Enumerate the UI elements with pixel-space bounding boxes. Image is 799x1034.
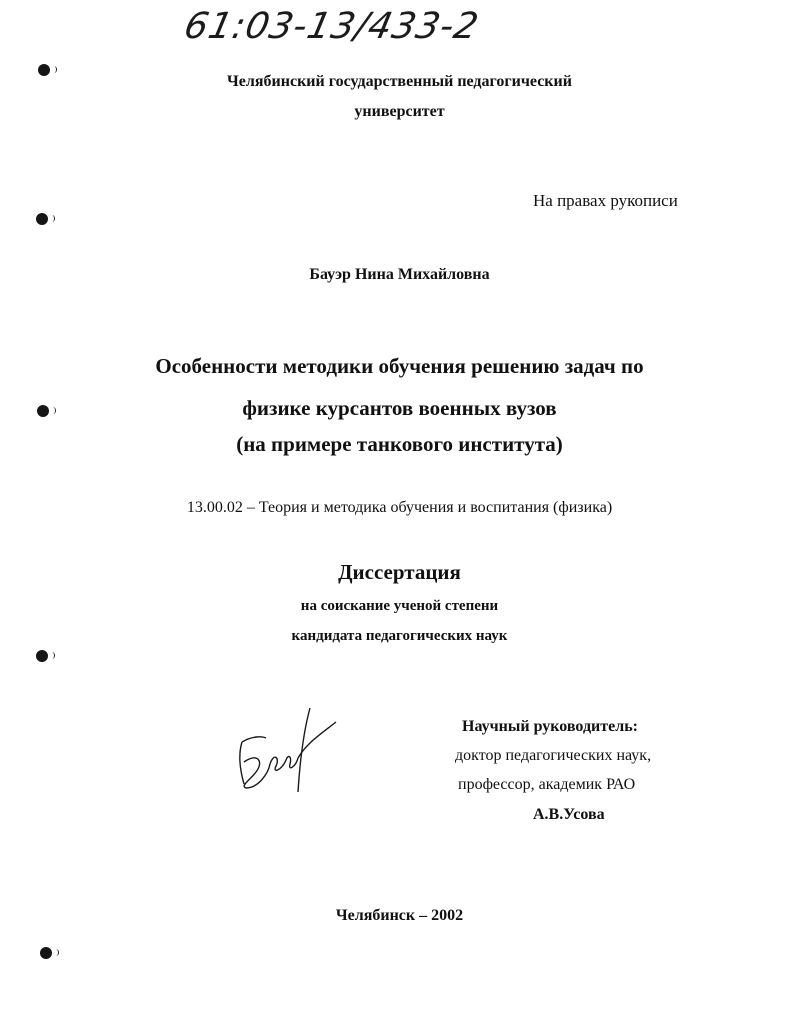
specialty-code: 13.00.02 – Теория и методика обучения и воспитания (физика) [186,499,613,516]
document-type-heading: Диссертация [338,560,461,584]
dissertation-title-line3: (на примере танкового института) [236,432,563,456]
author-name: Бауэр Нина Михайловна [309,266,490,283]
binding-hole-mark [40,947,52,959]
degree-line1: на соискание ученой степени [300,598,499,614]
supervisor-name: А.В.Усова [533,806,605,823]
author-signature [228,700,343,800]
supervisor-label: Научный руководитель: [462,718,638,735]
binding-hole-mark [36,650,48,662]
degree-line2: кандидата педагогических наук [291,628,508,644]
university-name-line2: университет [354,103,445,120]
city-year: Челябинск – 2002 [335,907,464,924]
binding-hole-mark [36,213,48,225]
supervisor-degree: доктор педагогических наук, [455,747,652,764]
dissertation-title-line2: физике курсантов военных вузов [242,396,557,420]
supervisor-title: профессор, академик РАО [458,776,636,793]
archive-code-handwritten: 61:03-13/433-2 [180,6,483,47]
university-name-line1: Челябинский государственный педагогический [227,73,572,90]
dissertation-title-line1: Особенности методики обучения решению задач по [155,354,644,378]
manuscript-rights-note: На правах рукописи [533,191,678,210]
